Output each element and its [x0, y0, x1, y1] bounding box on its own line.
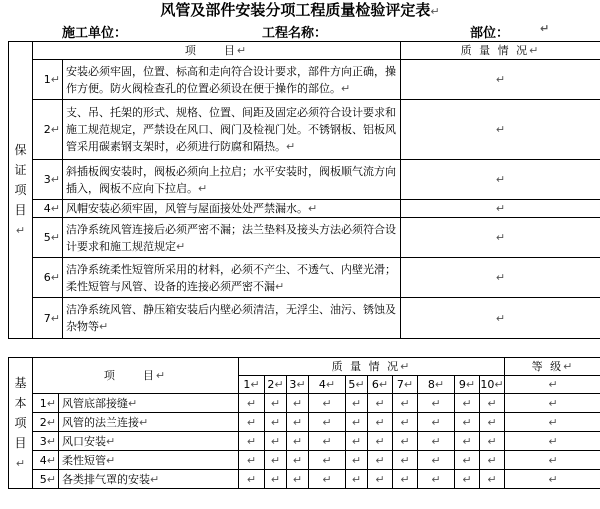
para-mark: ↵: [400, 453, 410, 467]
check-cell[interactable]: [287, 394, 309, 413]
basic-item-header: 项 目↵: [33, 358, 239, 394]
para-mark: ↵: [548, 415, 558, 429]
para-mark: ↵: [50, 311, 60, 325]
basic-row: [9, 394, 600, 413]
para-mark: ↵: [292, 472, 303, 486]
para-mark: ↵: [431, 396, 441, 410]
check-cell[interactable]: [368, 413, 393, 432]
check-cell[interactable]: [418, 451, 455, 470]
check-cell[interactable]: [455, 413, 480, 432]
check-cell[interactable]: [368, 394, 393, 413]
para-mark: ↵: [548, 378, 558, 391]
para-mark: ↵: [495, 73, 506, 86]
meta-mark: ↵: [540, 22, 550, 35]
para-mark: ↵: [99, 320, 109, 333]
row-number: 2↵: [33, 413, 59, 432]
para-mark: ↵: [296, 378, 306, 391]
check-cell[interactable]: [393, 451, 418, 470]
quality-cell[interactable]: [401, 258, 600, 298]
check-cell[interactable]: [287, 413, 309, 432]
para-mark: ↵: [431, 415, 441, 429]
para-mark: ↵: [322, 472, 332, 486]
check-cell[interactable]: [455, 470, 480, 489]
para-mark: ↵: [400, 415, 410, 429]
row-number: 3↵: [33, 160, 63, 200]
basic-grade-header: 等 级↵: [505, 358, 600, 376]
basic-table: [8, 357, 600, 489]
requirement-text: 斜插板阀安装时，阀板必须向上拉启；水平安装时，阀板顺气流方向插入，阀板不应向下拉启。↵: [63, 160, 401, 200]
para-mark: ↵: [46, 434, 56, 448]
side-char: 基: [14, 375, 27, 390]
check-cell[interactable]: [287, 470, 309, 489]
para-mark: ↵: [106, 453, 116, 467]
para-mark: ↵: [400, 396, 410, 410]
check-cell[interactable]: [455, 432, 480, 451]
quality-cell[interactable]: [401, 60, 600, 100]
item-text: 风管底部接缝↵: [59, 394, 239, 413]
para-mark: ↵: [50, 271, 60, 284]
check-cell[interactable]: [368, 451, 393, 470]
item-text: 风口安装↵: [59, 432, 239, 451]
para-mark: ↵: [15, 456, 26, 470]
basic-row: [9, 413, 600, 432]
para-mark: ↵: [355, 378, 365, 391]
para-mark: ↵: [270, 472, 281, 486]
para-mark: ↵: [150, 472, 160, 486]
para-mark: ↵: [15, 223, 26, 237]
para-mark: ↵: [274, 378, 284, 391]
para-mark: ↵: [292, 453, 303, 467]
para-mark: ↵: [462, 415, 472, 429]
para-mark: ↵: [198, 181, 208, 195]
check-cell[interactable]: [480, 451, 505, 470]
para-mark: ↵: [292, 434, 303, 448]
para-mark: ↵: [246, 472, 257, 486]
guarantee-row: [9, 60, 600, 100]
basic-side-label: [9, 358, 33, 489]
quality-cell[interactable]: [401, 218, 600, 258]
requirement-text: 洁净系统风管、静压箱安装后内壁必须清洁，无浮尘、油污、锈蚀及杂物等↵: [63, 298, 401, 339]
guarantee-row: [9, 160, 600, 200]
para-mark: ↵: [50, 173, 60, 186]
para-mark: ↵: [351, 396, 362, 410]
guarantee-item-header: 项 目↵: [33, 42, 401, 60]
grade-cell[interactable]: [505, 451, 600, 470]
check-cell[interactable]: [309, 413, 346, 432]
para-mark: ↵: [322, 415, 332, 429]
row-number: 5↵: [33, 470, 59, 489]
para-mark: ↵: [400, 472, 410, 486]
para-mark: ↵: [250, 378, 260, 391]
para-mark: ↵: [50, 123, 60, 136]
para-mark: ↵: [50, 231, 60, 244]
para-mark: ↵: [462, 396, 472, 410]
grade-col: [505, 376, 600, 394]
guarantee-row: [9, 218, 600, 258]
quality-col-5: 5↵: [346, 376, 368, 394]
check-cell[interactable]: [480, 470, 505, 489]
para-mark: ↵: [462, 434, 472, 448]
check-cell[interactable]: [346, 470, 368, 489]
para-mark: ↵: [246, 453, 257, 467]
check-cell[interactable]: [480, 432, 505, 451]
para-mark: ↵: [375, 453, 385, 467]
para-mark: ↵: [465, 378, 476, 391]
check-cell[interactable]: [393, 413, 418, 432]
side-char: 目: [14, 202, 27, 217]
guarantee-side-label: [9, 42, 33, 339]
quality-col-10: 10↵: [480, 376, 505, 394]
check-cell[interactable]: [239, 432, 265, 451]
para-mark: ↵: [50, 202, 60, 215]
para-mark: ↵: [176, 239, 186, 253]
form-meta: [0, 20, 600, 40]
quality-cell[interactable]: [401, 100, 600, 160]
check-cell[interactable]: [265, 394, 287, 413]
check-cell[interactable]: [309, 470, 346, 489]
form-title: 风管及部件安装分项工程质量检验评定表↵: [160, 1, 440, 19]
check-cell[interactable]: [418, 394, 455, 413]
para-mark: ↵: [308, 202, 318, 215]
row-number: 1↵: [33, 60, 63, 100]
check-cell[interactable]: [346, 451, 368, 470]
row-number: 2↵: [33, 100, 63, 160]
para-mark: ↵: [548, 453, 558, 467]
para-mark: ↵: [495, 311, 506, 325]
basic-row: [9, 470, 600, 489]
para-mark: ↵: [246, 434, 257, 448]
para-mark: ↵: [270, 453, 281, 467]
para-mark: ↵: [275, 279, 285, 293]
guarantee-row: [9, 200, 600, 218]
para-mark: ↵: [431, 434, 441, 448]
para-mark: ↵: [487, 472, 497, 486]
check-cell[interactable]: [239, 413, 265, 432]
para-mark: ↵: [548, 396, 558, 410]
check-cell[interactable]: [239, 470, 265, 489]
para-mark: ↵: [351, 453, 362, 467]
row-number: 7↵: [33, 298, 63, 339]
check-cell[interactable]: [265, 432, 287, 451]
check-cell[interactable]: [287, 451, 309, 470]
quality-cell[interactable]: [401, 160, 600, 200]
check-cell[interactable]: [393, 470, 418, 489]
para-mark: ↵: [495, 123, 506, 136]
check-cell[interactable]: [309, 394, 346, 413]
para-mark: ↵: [400, 434, 410, 448]
grade-cell[interactable]: [505, 394, 600, 413]
para-mark: ↵: [495, 202, 506, 215]
para-mark: ↵: [495, 231, 506, 244]
check-cell[interactable]: [368, 432, 393, 451]
para-mark: ↵: [375, 472, 385, 486]
side-char: 证: [14, 162, 27, 177]
para-mark: ↵: [495, 173, 506, 186]
check-cell[interactable]: [287, 432, 309, 451]
para-mark: ↵: [270, 415, 281, 429]
check-cell[interactable]: [265, 413, 287, 432]
para-mark: ↵: [548, 434, 558, 448]
row-number: 5↵: [33, 218, 63, 258]
guarantee-table: [8, 41, 600, 339]
para-mark: ↵: [46, 396, 56, 410]
check-cell[interactable]: [418, 432, 455, 451]
para-mark: ↵: [322, 396, 332, 410]
para-mark: ↵: [106, 434, 116, 448]
para-mark: ↵: [494, 378, 504, 391]
para-mark: ↵: [431, 472, 441, 486]
para-mark: ↵: [351, 434, 362, 448]
requirement-text: 风帽安装必须牢固，风管与屋面接处处严禁漏水。↵: [63, 200, 401, 218]
item-text: 风管的法兰连接↵: [59, 413, 239, 432]
check-cell[interactable]: [418, 413, 455, 432]
para-mark: ↵: [128, 396, 138, 410]
para-mark: ↵: [246, 396, 257, 410]
para-mark: ↵: [139, 415, 149, 429]
side-char: 目: [14, 435, 27, 450]
para-mark: ↵: [322, 453, 332, 467]
para-mark: ↵: [431, 453, 441, 467]
basic-row: [9, 451, 600, 470]
check-cell[interactable]: [455, 451, 480, 470]
check-cell[interactable]: [265, 470, 287, 489]
grade-cell[interactable]: [505, 413, 600, 432]
check-cell[interactable]: [239, 451, 265, 470]
side-char: 本: [14, 395, 27, 410]
para-mark: ↵: [270, 396, 281, 410]
project-name-label: 工程名称：: [262, 26, 328, 41]
side-char: 保: [14, 142, 27, 157]
item-text: 各类排气罩的安装↵: [59, 470, 239, 489]
quality-col-1: 1↵: [239, 376, 265, 394]
para-mark: ↵: [487, 453, 497, 467]
quality-col-2: 2↵: [265, 376, 287, 394]
check-cell[interactable]: [393, 432, 418, 451]
para-mark: ↵: [341, 81, 351, 95]
para-mark: ↵: [351, 415, 362, 429]
item-text: 柔性短管↵: [59, 451, 239, 470]
para-mark: ↵: [286, 140, 296, 153]
check-cell[interactable]: [346, 394, 368, 413]
location-label: 部位：: [470, 26, 510, 41]
check-cell[interactable]: [346, 413, 368, 432]
quality-col-3: 3↵: [287, 376, 309, 394]
side-char: 项: [14, 182, 27, 197]
quality-col-7: 7↵: [393, 376, 418, 394]
para-mark: ↵: [351, 472, 362, 486]
quality-col-8: 8↵: [418, 376, 455, 394]
basic-quality-header: 质 量 情 况↵: [239, 358, 505, 376]
check-cell[interactable]: [455, 394, 480, 413]
para-mark: ↵: [375, 396, 385, 410]
construction-unit-label: 施工单位：: [62, 26, 128, 41]
para-mark: ↵: [46, 453, 56, 467]
check-cell[interactable]: [393, 394, 418, 413]
para-mark: ↵: [495, 271, 506, 284]
para-mark: ↵: [434, 378, 445, 391]
check-cell[interactable]: [418, 470, 455, 489]
para-mark: ↵: [50, 73, 60, 86]
para-mark: ↵: [246, 415, 257, 429]
check-cell[interactable]: [480, 394, 505, 413]
para-mark: ↵: [462, 453, 472, 467]
grade-cell[interactable]: [505, 432, 600, 451]
requirement-text: 洁净系统柔性短管所采用的材料，必须不产尘、不透气、内壁光滑；柔性短管与风管、设备的连接必须严密不漏↵: [63, 258, 401, 298]
quality-col-6: 6↵: [368, 376, 393, 394]
check-cell[interactable]: [239, 394, 265, 413]
para-mark: ↵: [487, 396, 497, 410]
para-mark: ↵: [46, 472, 56, 486]
para-mark: ↵: [325, 378, 336, 391]
row-number: 4↵: [33, 451, 59, 470]
quality-cell[interactable]: [401, 298, 600, 339]
check-cell[interactable]: [265, 451, 287, 470]
grade-cell[interactable]: [505, 470, 600, 489]
quality-col-4: 4↵: [309, 376, 346, 394]
guarantee-quality-header: 质 量 情 况↵: [401, 42, 600, 60]
guarantee-row: [9, 100, 600, 160]
guarantee-row: [9, 258, 600, 298]
para-mark: ↵: [403, 378, 414, 391]
para-mark: ↵: [375, 415, 385, 429]
row-number: 3↵: [33, 432, 59, 451]
check-cell[interactable]: [309, 451, 346, 470]
para-mark: ↵: [462, 472, 472, 486]
quality-col-9: 9↵: [455, 376, 480, 394]
para-mark: ↵: [487, 434, 497, 448]
para-mark: ↵: [378, 378, 389, 391]
para-mark: ↵: [270, 434, 281, 448]
requirement-text: 安装必须牢固，位置、标高和走向符合设计要求，部件方向正确，操作方便。防火阀检查孔的位置必须设在便于操作的部位。↵: [63, 60, 401, 100]
para-mark: ↵: [375, 434, 385, 448]
basic-row: [9, 432, 600, 451]
para-mark: ↵: [322, 434, 332, 448]
check-cell[interactable]: [480, 413, 505, 432]
para-mark: ↵: [548, 472, 558, 486]
row-number: 4↵: [33, 200, 63, 218]
check-cell[interactable]: [368, 470, 393, 489]
para-mark: ↵: [292, 415, 303, 429]
guarantee-row: [9, 298, 600, 339]
side-char: 项: [14, 415, 27, 430]
requirement-text: 支、吊、托架的形式、规格、位置、间距及固定必须符合设计要求和施工规范规定，严禁设在风口、阀门及检视门处。不锈钢板、铝板风管采用碳素钢支架时，必须进行防腐和隔热。↵: [63, 100, 401, 160]
para-mark: ↵: [292, 396, 303, 410]
quality-cell[interactable]: [401, 200, 600, 218]
check-cell[interactable]: [346, 432, 368, 451]
row-number: 1↵: [33, 394, 59, 413]
row-number: 6↵: [33, 258, 63, 298]
para-mark: ↵: [46, 415, 56, 429]
requirement-text: 洁净系统风管连接后必须严密不漏；法兰垫料及接头方法必须符合设计要求和施工规范规定↵: [63, 218, 401, 258]
check-cell[interactable]: [309, 432, 346, 451]
para-mark: ↵: [487, 415, 497, 429]
